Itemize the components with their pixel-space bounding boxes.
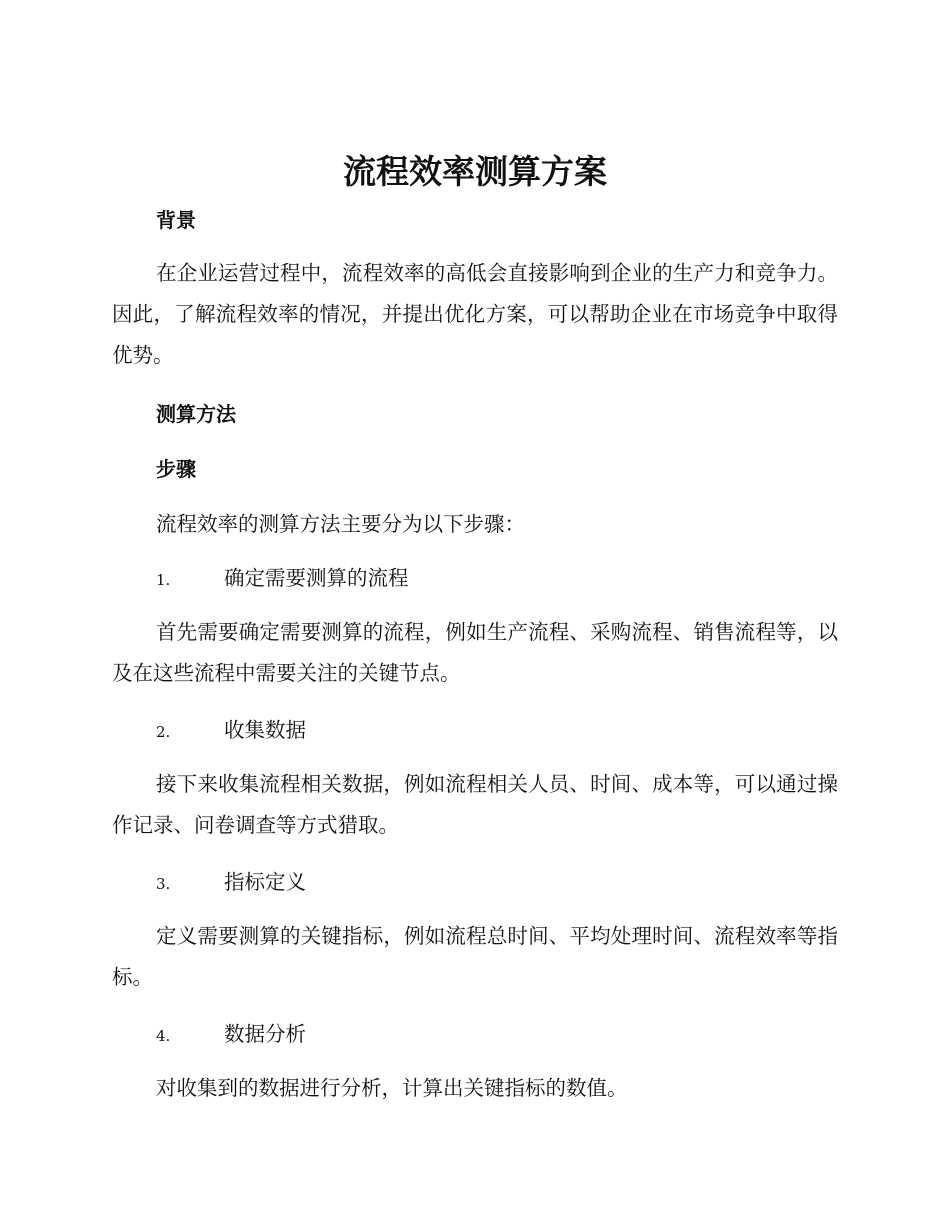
step-number: 3. [156, 875, 171, 893]
list-item [156, 563, 409, 595]
steps-intro: 流程效率的测算方法主要分为以下步骤： [156, 512, 525, 536]
step-paragraph: 对收集到的数据进行分析，计算出关键指标的数值。 [156, 1076, 628, 1100]
section-heading-method: 测算方法 [156, 402, 236, 426]
section-heading-steps: 步骤 [156, 457, 196, 481]
document-title: 流程效率测算方案 [343, 152, 607, 191]
step-label: 指标定义 [224, 870, 306, 894]
step-label: 收集数据 [224, 718, 306, 742]
step-label: 确定需要测算的流程 [224, 566, 409, 590]
section-heading-background: 背景 [156, 208, 196, 232]
step-number: 4. [156, 1027, 171, 1045]
step-number: 2. [156, 723, 171, 741]
step-label: 数据分析 [224, 1022, 306, 1046]
list-item [156, 867, 306, 899]
step-number: 1. [156, 571, 171, 589]
list-item [156, 715, 306, 747]
background-paragraph: 在企业运营过程中，流程效率的高低会直接影响到企业的生产力和竞争力。因此，了解流程效率的情况，并提出优化方案，可以帮助企业在市场竞争中取得优势。 [112, 261, 838, 367]
step-paragraph: 接下来收集流程相关数据，例如流程相关人员、时间、成本等，可以通过操作记录、问卷调查等方式猎取。 [112, 772, 838, 837]
step-paragraph: 首先需要确定需要测算的流程，例如生产流程、采购流程、销售流程等，以及在这些流程中需要关注的关键节点。 [112, 620, 838, 685]
list-item [156, 1019, 306, 1051]
step-paragraph: 定义需要测算的关键指标，例如流程总时间、平均处理时间、流程效率等指标。 [112, 924, 838, 989]
